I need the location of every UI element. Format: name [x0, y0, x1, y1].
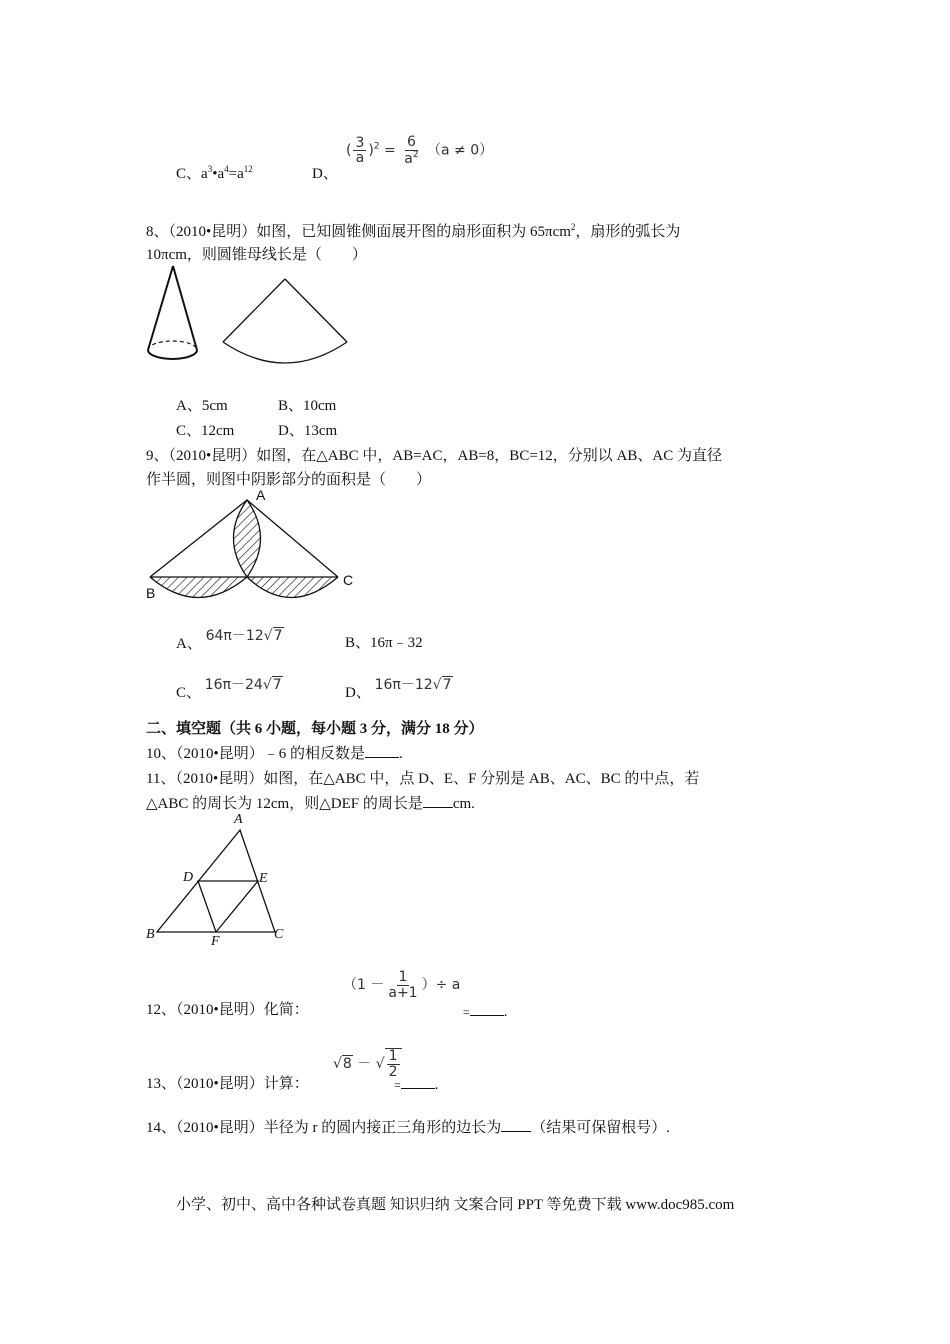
q14-answer-blank[interactable] [501, 1117, 531, 1132]
q9-label-b: B [146, 585, 156, 601]
cone-base-front [148, 350, 197, 359]
q8-option-b: B、10cm [278, 398, 337, 414]
q12-answer: = . [463, 1001, 508, 1021]
q11-label-a: A [234, 812, 243, 827]
q9-line2: 作半圆，则图中阴影部分的面积是（ ） [146, 472, 432, 488]
q8-option-a: A、5cm [176, 398, 228, 414]
q7-option-d-formula: ( $\frac{3}{a}$ )$^2$ = $\frac{6}{a^2}$ （a ≠ 0） [346, 134, 494, 167]
q11-answer-blank[interactable] [423, 793, 453, 808]
q12-answer-blank[interactable] [470, 1001, 504, 1016]
cone-right-edge [173, 266, 197, 350]
q8-option-d: D、13cm [278, 423, 338, 439]
q11-label-b: B [146, 927, 155, 942]
semicircles-figure [140, 488, 365, 608]
q13-text: 13、（2010•昆明）计算： [146, 1076, 309, 1092]
q11-line2: △ABC 的周长为 12cm，则△DEF 的周长是 cm. [146, 792, 475, 813]
q13-formula: √8 － √ $\frac{1}{2}$ [333, 1048, 402, 1079]
side-ab [150, 500, 247, 577]
q7-option-d-label: D、 [312, 166, 338, 182]
shaded-lens [234, 500, 261, 577]
q13-answer: = . [394, 1074, 439, 1094]
q7-option-c: C、$a^3•a^4=a^{12}$ [176, 164, 253, 182]
q9-option-d: D、 16π－12√7 [345, 677, 452, 701]
q11-label-d: D [183, 870, 194, 885]
q9-label-c: C [343, 572, 354, 588]
q11-label-e: E [259, 871, 268, 886]
q8-line1: 8、（2010•昆明）如图，已知圆锥侧面展开图的扇形面积为 65πcm$^2$，扇形的弧长为 [146, 222, 681, 240]
q9-line1: 9、（2010•昆明）如图，在△ABC 中，AB=AC，AB=8，BC=12，分别以 AB、AC 为直径 [146, 448, 722, 464]
q12-text: 12、（2010•昆明）化简： [146, 1002, 309, 1018]
q9-option-b: B、16π﹣32 [345, 635, 423, 651]
sector-radius-left [223, 279, 285, 342]
section-2-title: 二、填空题（共 6 小题，每小题 3 分，满分 18 分） [146, 721, 484, 737]
q13-answer-blank[interactable] [401, 1074, 435, 1089]
q9-label-a: A [256, 487, 266, 503]
cone-figure [140, 262, 210, 367]
sector-arc [223, 342, 347, 363]
q14: 14、（2010•昆明）半径为 r 的圆内接正三角形的边长为 （结果可保留根号）. [146, 1116, 670, 1137]
q10-answer-blank[interactable] [365, 743, 399, 758]
q8-line2: 10πcm，则圆锥母线长是（ ） [146, 247, 367, 263]
triangle-def [198, 881, 258, 932]
cone-left-edge [148, 266, 173, 350]
footer: 小学、初中、高中各种试卷真题 知识归纳 文案合同 PPT 等免费下载 www.doc985.com [176, 1197, 735, 1213]
sector-figure [215, 276, 355, 368]
q9-option-a: A、 64π－12√7 [176, 628, 283, 652]
sector-radius-right [285, 279, 347, 342]
q10: 10、（2010•昆明）﹣6 的相反数是 . [146, 742, 403, 763]
q11-line1: 11、（2010•昆明）如图，在△ABC 中，点 D、E、F 分别是 AB、AC、BC 的中点，若 [146, 771, 700, 787]
q11-label-f: F [211, 934, 220, 949]
q11-label-c: C [274, 927, 284, 942]
q12-formula: （1 － $\frac{1}{a+1}$ ）÷ a [343, 969, 461, 1001]
cone-base-back [148, 341, 197, 350]
q8-option-c: C、12cm [176, 423, 235, 439]
q9-option-c: C、 16π－24√7 [176, 677, 282, 701]
